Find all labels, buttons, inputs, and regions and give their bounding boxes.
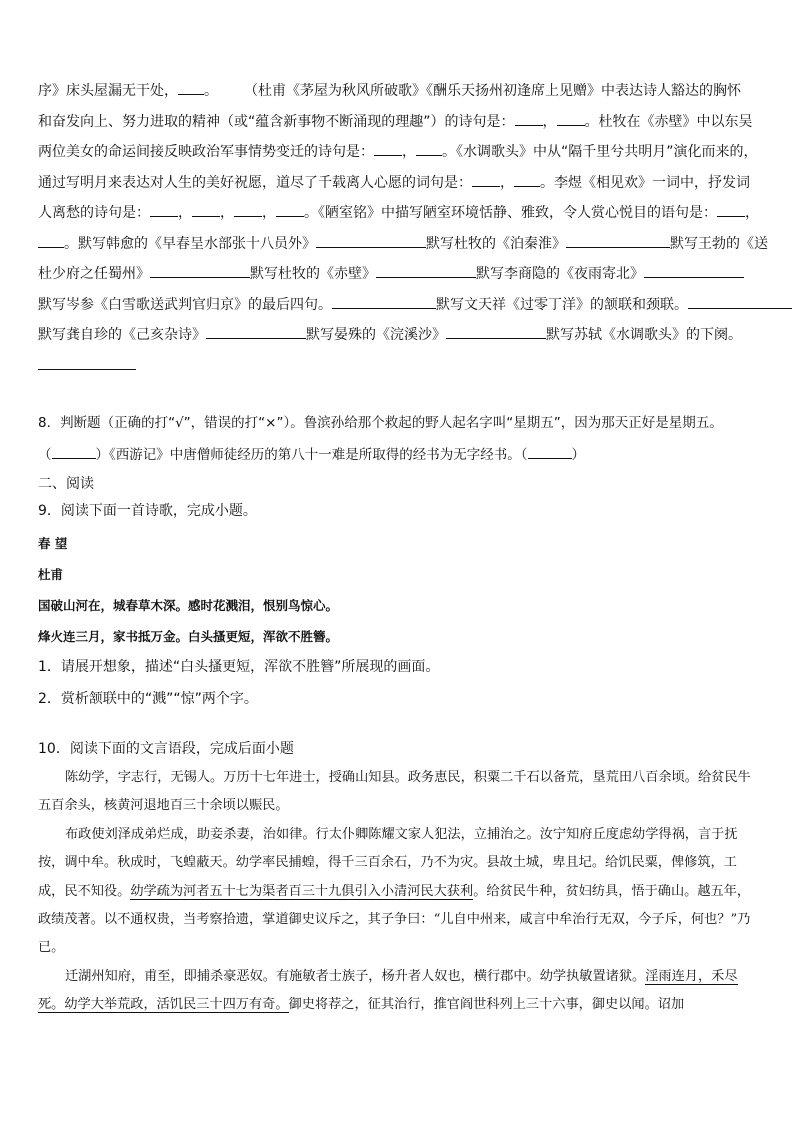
blank [206, 323, 306, 339]
para-line: 默写龚自珍的《己亥杂诗》 默写晏殊的《浣溪沙》 默写苏轼《水调歌头》的下阕。 [38, 320, 760, 351]
q8-line1: 8．判断题（正确的打“√”，错误的打“×”）。鲁滨孙给那个救起的野人起名字叫“星期五”，因为那天正好是星期五。 [38, 415, 723, 431]
blank [150, 262, 250, 278]
blank [557, 110, 585, 126]
answer-blank [528, 443, 572, 459]
blank [276, 201, 304, 217]
poem-line: 烽火连三月，家书抵万金。白头搔更短，浑欲不胜簪。 [38, 629, 339, 644]
q9-sub1: 1．请展开想象，描述“白头搔更短，浑欲不胜簪”所展现的画面。 [38, 659, 440, 675]
poem-author: 杜甫 [38, 567, 64, 582]
blank [332, 293, 436, 309]
blank [644, 262, 744, 278]
para-line: 默写岑参《白雪歌送武判官归京》的最后四句。 默写文天祥《过零丁洋》的颔联和颈联。 [38, 290, 760, 321]
blank [38, 354, 136, 370]
blank [446, 323, 546, 339]
q9-sub2: 2．赏析颔联中的“溅”“惊”两个字。 [38, 691, 258, 707]
blank [234, 201, 262, 217]
para-line: 人离愁的诗句是： ， ， ， 。《陋室铭》中描写陋室环境恬静、雅致，令人赏心悦目的语句是： ， [38, 198, 760, 229]
q8-line2: （ ）《西游记》中唐僧师徒经历的第八十一难是所取得的经书为无字经书。（ ） [38, 443, 585, 463]
passage-paragraph: 陈幼学，字志行，无锡人。万历十七年进士，授确山知县。政务恵民，积粟二千石以备荒，垦荒田八百余顷。给贫民牛五百余头，核黄河退地百三十余顷以赈民。 [38, 770, 751, 814]
blank [38, 232, 64, 248]
para-line: 杜少府之任蜀州》 默写杜牧的《赤壁》 默写李商隐的《夜雨寄北》 [38, 259, 760, 290]
section-heading: 二、阅读 [38, 476, 94, 492]
passage-paragraph: 迁湖州知府，甫至，即捕杀豪恶奴。有施敏者士族子，杨升者人奴也，横行郡中。幼学执敏置诸狱。淫雨连月，禾尽死。幼学大举荒政，活饥民三十四万有奇。御史将荐之，征其治行，推官阎世科列上三十六事，御史以闻。诏加 [38, 968, 738, 1013]
blank [178, 79, 204, 95]
blank [688, 293, 792, 309]
underlined-sentence: 淫雨连月，禾尽死。幼学大举荒政，活饥民三十四万有奇。 [38, 968, 738, 1013]
blank [374, 140, 402, 156]
poem-line: 国破山河在，城春草木深。感时花溅泪，恨别鸟惊心。 [38, 598, 339, 613]
blank [416, 140, 442, 156]
blank [515, 110, 543, 126]
para-line: 。默写韩愈的《早春呈水部张十八员外》 默写杜牧的《泊秦淮》 默写王勃的《送 [38, 229, 760, 260]
blank [376, 262, 476, 278]
passage-paragraph: 布政使刘泽成弟烂成，助妾杀妻，治如律。行太仆卿陈耀文家人犯法，立捕治之。汝宁知府丘度虑幼学得祸，言于抚按，调中牟。秋成时，飞蝗蔽天。幼学率民捕蝗，得千三百余石，乃不为灾。县故土城，卑且圮。给饥民粟，俾修筑，工成，民不知役。幼学疏为河者五十七为渠者百三十九俱引入小清河民大获利。给贫民牛种，贫妇纺具，悟于确山。越五年，政绩茂著。以不通权贵，当考察拾遗，掌道御史议斥之，其子争曰：“儿自中州来，咸言中牟治行无双，今子斥，何也？”乃已。 [38, 826, 751, 956]
para-line: 通过写明月来表达对人生的美好祝愿，道尽了千载离人心愿的词句是： ， 。李煜《相见欢》一词中，抒发词 [38, 168, 760, 199]
blank [566, 232, 670, 248]
blank [150, 201, 178, 217]
para-line: 和奋发向上、努力进取的精神（或“蕴含新事物不断涌现的理趣”）的诗句是： ， 。杜牧在《赤壁》中以东吴 [38, 107, 760, 138]
blank [717, 201, 745, 217]
classical-passage [38, 764, 760, 1020]
para-line [38, 351, 760, 382]
answer-blank [52, 443, 96, 459]
underlined-sentence: 幼学疏为河者五十七为渠者百三十九俱引入小清河民大获利 [130, 883, 474, 899]
para-line: 序》床头屋漏无干处， 。 （杜甫《茅屋为秋风所破歌》《酬乐天扬州初逢席上见赠》中表达诗人豁达的胸怀 [38, 76, 760, 107]
blank [514, 171, 540, 187]
recitation-paragraph [38, 76, 768, 381]
q9-title: 9．阅读下面一首诗歌，完成小题。 [38, 503, 257, 519]
blank [316, 232, 426, 248]
poem-title: 春 望 [38, 536, 68, 551]
para-line: 两位美女的命运间接反映政治军事情势变迁的诗句是： ， 。《水调歌头》中从“隔千里兮共明月”演化而来的， [38, 137, 760, 168]
blank [192, 201, 220, 217]
q10-title: 10．阅读下面的文言语段，完成后面小题 [38, 741, 294, 757]
blank [472, 171, 500, 187]
